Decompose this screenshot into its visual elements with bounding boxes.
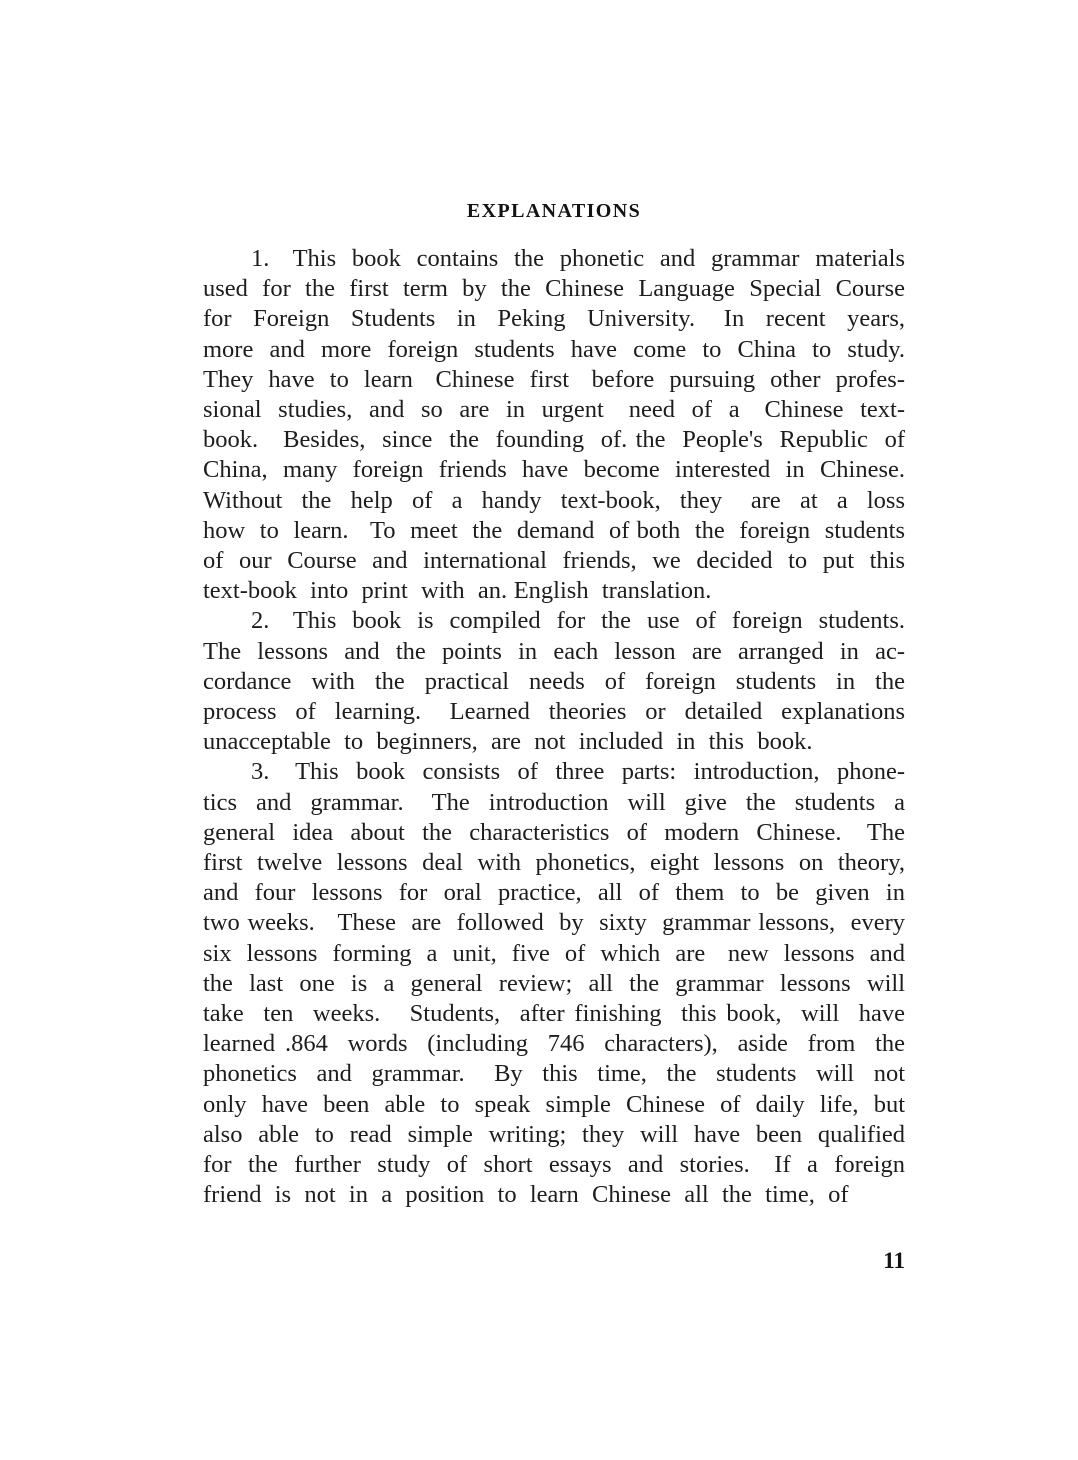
text-line: 1. This book contains the phonetic and grammar materials	[251, 245, 905, 272]
text-line: learned .864 words (including 746 characters), aside from the	[203, 1030, 905, 1058]
text-line: tics and grammar. The introduction will give the students a	[203, 788, 905, 816]
text-column	[203, 196, 905, 1211]
text-line: They have to learn Chinese first before pursuing other profes-	[203, 365, 905, 393]
text-line: book. Besides, since the founding of. the People's Republic of	[203, 426, 905, 454]
text-line: take ten weeks. Students, after finishing this book, will have	[203, 1000, 905, 1028]
page-number: 11	[883, 1248, 905, 1273]
paragraph-3	[203, 757, 905, 1210]
text-line: The lessons and the points in each lesson are arranged in ac-	[203, 637, 905, 665]
text-line: text-book into print with an. English translation.	[203, 577, 712, 605]
text-line: for Foreign Students in Peking University. In recent years,	[203, 305, 905, 333]
text-line: process of learning. Learned theories or detailed explanations	[203, 698, 905, 726]
text-line: for the further study of short essays and stories. If a foreign	[203, 1151, 905, 1179]
text-line: friend is not in a position to learn Chinese all the time, of	[203, 1181, 849, 1209]
text-line: two weeks. These are followed by sixty grammar lessons, every	[203, 909, 905, 937]
text-line: how to learn. To meet the demand of both the foreign students	[203, 516, 905, 544]
text-line: also able to read simple writing; they will have been qualified	[203, 1120, 905, 1148]
text-line: 3. This book consists of three parts: introduction, phone-	[251, 758, 905, 786]
text-line: six lessons forming a unit, five of which are new lessons and	[203, 939, 905, 967]
text-line: phonetics and grammar. By this time, the students will not	[203, 1060, 905, 1088]
text-line: of our Course and international friends, we decided to put this	[203, 547, 905, 575]
text-line: sional studies, and so are in urgent need of a Chinese text-	[203, 396, 905, 424]
text-line: more and more foreign students have come to China to study.	[203, 335, 905, 363]
text-line: cordance with the practical needs of foreign students in the	[203, 667, 905, 695]
text-line: first twelve lessons deal with phonetics, eight lessons on theory,	[203, 849, 905, 877]
text-line: general idea about the characteristics of modern Chinese. The	[203, 818, 905, 846]
text-line: unacceptable to beginners, are not included in this book.	[203, 728, 813, 756]
text-line: the last one is a general review; all the grammar lessons will	[203, 969, 905, 997]
text-line: 2. This book is compiled for the use of foreign students.	[251, 607, 905, 635]
text-line: only have been able to speak simple Chinese of daily life, but	[203, 1090, 905, 1118]
page-title: EXPLANATIONS	[466, 200, 642, 222]
text-line: and four lessons for oral practice, all of them to be given in	[203, 879, 905, 907]
paragraph-1	[203, 244, 905, 606]
paragraph-2	[203, 606, 905, 757]
text-line: Without the help of a handy text-book, they are at a loss	[203, 486, 905, 514]
text-line: used for the first term by the Chinese Language Special Course	[203, 275, 905, 303]
text-line: China, many foreign friends have become interested in Chinese.	[203, 456, 905, 484]
